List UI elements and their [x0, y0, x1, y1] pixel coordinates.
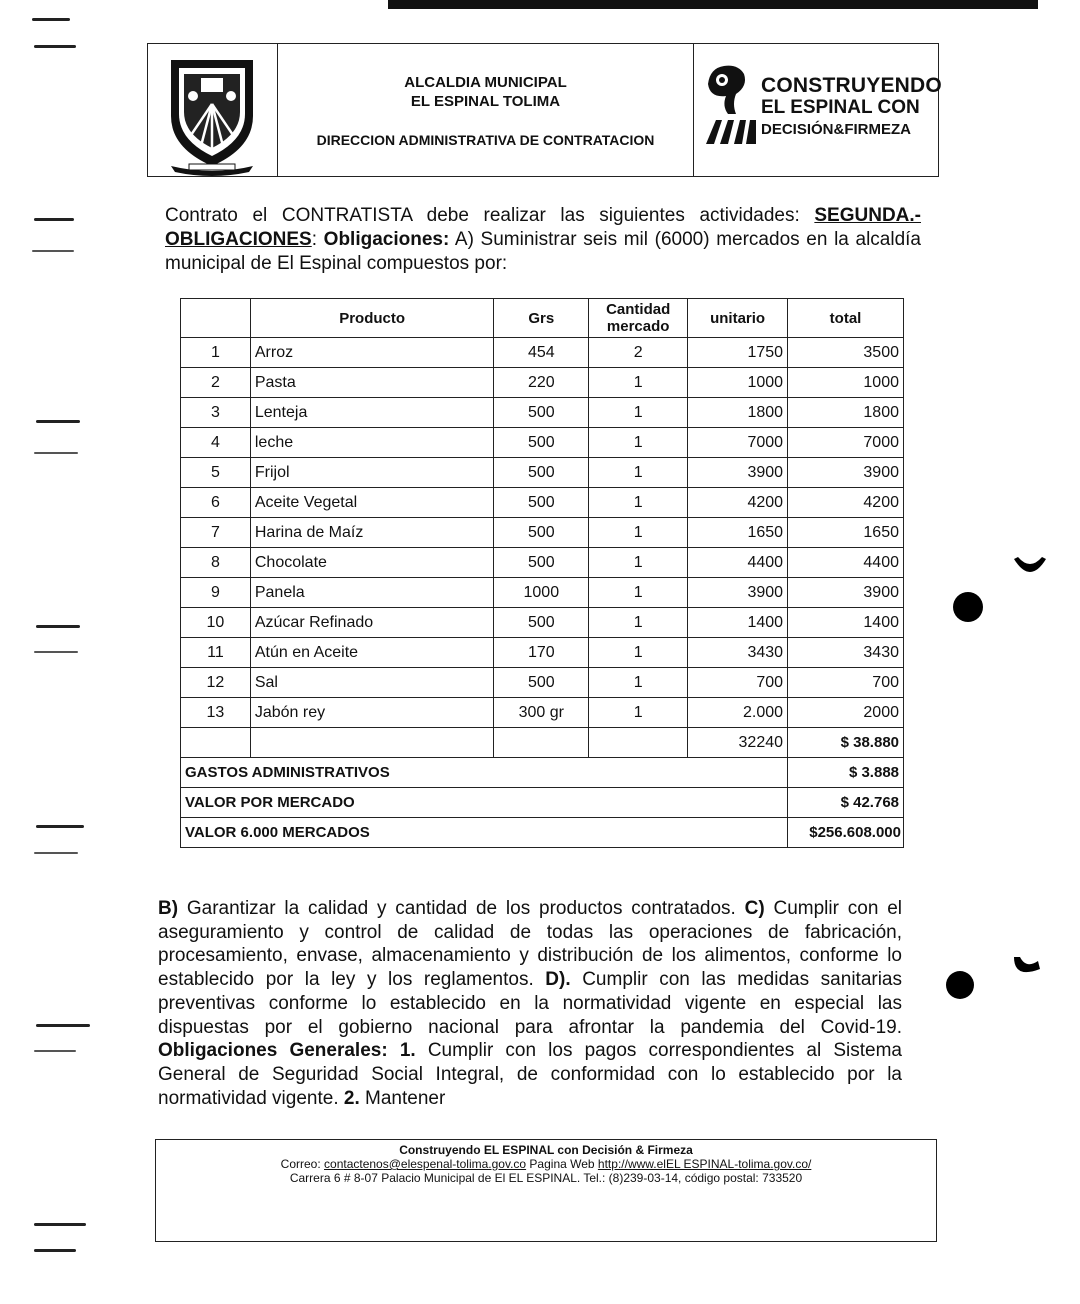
margin-mark — [36, 825, 84, 828]
table-cell-u: 1800 — [688, 398, 788, 428]
table-cell-g: 500 — [494, 488, 589, 518]
table-cell-g: 220 — [494, 368, 589, 398]
table-cell-t: 3430 — [788, 638, 904, 668]
table-cell-n: 13 — [181, 698, 251, 728]
clause-heading: SEGUNDA.- OBLIGACIONES — [165, 205, 921, 250]
sum-unitario: 32240 — [688, 728, 788, 758]
col-header-producto: Producto — [250, 299, 494, 338]
margin-mark — [34, 1223, 86, 1226]
margin-mark — [34, 45, 76, 48]
obligations-paragraph — [158, 897, 902, 1110]
document-footer — [155, 1139, 937, 1242]
general-item-2-label: 2. — [343, 1087, 360, 1109]
table-cell-t: 1800 — [788, 398, 904, 428]
table-row — [181, 608, 904, 638]
header-center — [278, 44, 694, 176]
table-cell-c: 1 — [589, 458, 688, 488]
table-cell-p: Jabón rey — [250, 698, 494, 728]
margin-mark — [34, 1249, 76, 1252]
table-cell-t: 1400 — [788, 608, 904, 638]
intro-text-5: A) Suministrar seis mil (6000) mercados en la alcaldía municipal de El Espinal compuestos por: — [165, 229, 921, 274]
table-row — [181, 398, 904, 428]
punch-hole-partial — [1012, 955, 1042, 979]
item-d-label: D). — [545, 969, 571, 991]
table-cell-u: 4400 — [688, 548, 788, 578]
table-cell-u: 3900 — [688, 458, 788, 488]
item-c-label: C) — [744, 898, 765, 919]
table-cell-p: Sal — [250, 668, 494, 698]
table-cell-g: 500 — [494, 518, 589, 548]
table-cell-t: 3500 — [788, 338, 904, 368]
brand-line-1: CONSTRUYENDO — [761, 74, 942, 97]
table-cell-u: 7000 — [688, 428, 788, 458]
table-cell-u: 3900 — [688, 578, 788, 608]
table-cell-g: 454 — [494, 338, 589, 368]
punch-hole — [946, 971, 974, 999]
table-cell-n: 12 — [181, 668, 251, 698]
table-cell-c: 1 — [589, 368, 688, 398]
brand-line-2: EL ESPINAL CON — [761, 97, 920, 118]
org-name: ALCALDIA MUNICIPAL — [404, 74, 567, 91]
table-row — [181, 698, 904, 728]
table-cell-p: Frijol — [250, 458, 494, 488]
col-header-grs: Grs — [494, 299, 589, 338]
table-cell-n: 1 — [181, 338, 251, 368]
table-cell-t: 3900 — [788, 458, 904, 488]
gastos-value: $ 3.888 — [788, 758, 904, 788]
item-b-text: Garantizar la calidad y cantidad de los productos contratados. — [178, 898, 745, 919]
table-cell-p: Aceite Vegetal — [250, 488, 494, 518]
col-header-total: total — [788, 299, 904, 338]
table-cell-c: 1 — [589, 668, 688, 698]
table-cell-u: 1400 — [688, 608, 788, 638]
top-scan-bar — [388, 0, 1038, 9]
table-cell-p: leche — [250, 428, 494, 458]
table-cell-n: 3 — [181, 398, 251, 428]
table-row — [181, 548, 904, 578]
municipal-shield-logo — [149, 46, 275, 176]
table-cell-c: 1 — [589, 608, 688, 638]
table-cell-n: 8 — [181, 548, 251, 578]
item-b-label: B) — [158, 898, 179, 919]
table-row — [181, 458, 904, 488]
table-cell-n: 11 — [181, 638, 251, 668]
table-cell-u: 2.000 — [688, 698, 788, 728]
table-cell-p: Chocolate — [250, 548, 494, 578]
valor-mercado-row — [181, 788, 904, 818]
punch-hole — [953, 592, 983, 622]
table-row — [181, 578, 904, 608]
margin-mark — [34, 852, 78, 854]
footer-address: Carrera 6 # 8-07 Palacio Municipal de El EL ESPINAL. Tel.: (8)239-03-14, código postal: 733520 — [289, 1171, 803, 1185]
table-cell-c: 1 — [589, 638, 688, 668]
table-cell-n: 4 — [181, 428, 251, 458]
table-cell-g: 500 — [494, 428, 589, 458]
footer-contact-line — [156, 1157, 936, 1171]
table-cell-p: Arroz — [250, 338, 494, 368]
table-cell — [250, 728, 494, 758]
table-cell-t: 4200 — [788, 488, 904, 518]
table-cell — [181, 728, 251, 758]
table-cell-t: 4400 — [788, 548, 904, 578]
table-cell-u: 1750 — [688, 338, 788, 368]
table-cell-u: 700 — [688, 668, 788, 698]
table-row — [181, 638, 904, 668]
margin-mark — [34, 452, 78, 454]
punch-hole-partial — [1012, 555, 1048, 577]
table-cell-t: 1000 — [788, 368, 904, 398]
valor-mercado-label: VALOR POR MERCADO — [181, 788, 788, 818]
table-cell-c: 1 — [589, 488, 688, 518]
table-cell-c: 1 — [589, 428, 688, 458]
email-link[interactable]: contactenos@elespenal-tolima.gov.co — [324, 1157, 527, 1171]
logo-cell — [148, 44, 278, 176]
brand-cell — [694, 44, 942, 176]
margin-mark — [32, 250, 74, 252]
sum-total: $ 38.880 — [788, 728, 904, 758]
table-cell — [589, 728, 688, 758]
table-cell-g: 500 — [494, 398, 589, 428]
general-item-1-text: Cumplir con los pagos correspondientes al Sistema General de Seguridad Social Integral, de conformidad con lo establecido por la normatividad vigente. — [158, 1040, 902, 1109]
item-c-text: Cumplir con el aseguramiento y control de calidad de todas las operaciones de fabricación, procesamiento, envase, almacenamiento y distribución de los alimentos, conforme lo establecido por la ley y los reglamentos. — [158, 898, 902, 991]
construyendo-emblem-icon — [702, 58, 758, 148]
general-obligations-label: Obligaciones Generales: 1. — [158, 1040, 416, 1062]
margin-mark — [36, 420, 80, 423]
sum-row — [181, 728, 904, 758]
table-cell-p: Panela — [250, 578, 494, 608]
margin-mark — [34, 218, 74, 221]
gastos-row — [181, 758, 904, 788]
valor-total-row — [181, 818, 904, 848]
web-label: Pagina Web — [526, 1157, 598, 1171]
table-cell-n: 7 — [181, 518, 251, 548]
margin-mark — [34, 1050, 76, 1052]
table-cell-t: 1650 — [788, 518, 904, 548]
table-cell-t: 3900 — [788, 578, 904, 608]
table-row — [181, 518, 904, 548]
gastos-label: GASTOS ADMINISTRATIVOS — [181, 758, 788, 788]
table-cell-u: 4200 — [688, 488, 788, 518]
valor-total-label: VALOR 6.000 MERCADOS — [181, 818, 788, 848]
org-location: EL ESPINAL TOLIMA — [410, 93, 561, 110]
table-row — [181, 368, 904, 398]
table-cell-g: 500 — [494, 668, 589, 698]
col-header-unitario: unitario — [688, 299, 788, 338]
table-cell-u: 1000 — [688, 368, 788, 398]
footer-slogan: Construyendo EL ESPINAL con Decisión & Firmeza — [399, 1143, 693, 1157]
table-cell-u: 3430 — [688, 638, 788, 668]
table-cell-n: 6 — [181, 488, 251, 518]
valor-mercado-value: $ 42.768 — [788, 788, 904, 818]
email-label: Correo: — [280, 1157, 325, 1171]
table-cell-c: 1 — [589, 398, 688, 428]
table-cell-c: 1 — [589, 518, 688, 548]
table-cell-g: 170 — [494, 638, 589, 668]
department-name: DIRECCION ADMINISTRATIVA DE CONTRATACION — [316, 132, 655, 148]
table-cell-g: 500 — [494, 548, 589, 578]
table-cell-n: 9 — [181, 578, 251, 608]
margin-mark — [32, 18, 70, 21]
margin-mark — [34, 651, 78, 653]
table-cell-n: 5 — [181, 458, 251, 488]
table-row — [181, 488, 904, 518]
table-cell-p: Lenteja — [250, 398, 494, 428]
intro-text-1: Contrato el CONTRATISTA debe realizar las siguientes actividades: — [165, 205, 815, 226]
table-cell-c: 1 — [589, 578, 688, 608]
table-cell-n: 10 — [181, 608, 251, 638]
table-cell-c: 2 — [589, 338, 688, 368]
table-row — [181, 668, 904, 698]
margin-mark — [36, 1024, 90, 1027]
obligations-label: Obligaciones: — [323, 229, 450, 250]
table-cell-t: 7000 — [788, 428, 904, 458]
intro-paragraph — [165, 204, 921, 276]
table-cell-p: Harina de Maíz — [250, 518, 494, 548]
table-row — [181, 428, 904, 458]
table-cell-p: Azúcar Refinado — [250, 608, 494, 638]
table-cell-c: 1 — [589, 548, 688, 578]
intro-text-3: : — [311, 229, 324, 250]
table-cell-n: 2 — [181, 368, 251, 398]
margin-mark — [36, 625, 80, 628]
table-cell-g: 300 gr — [494, 698, 589, 728]
table-cell — [494, 728, 589, 758]
table-cell-c: 1 — [589, 698, 688, 728]
table-header-row — [181, 299, 904, 338]
document-header — [147, 43, 942, 177]
table-cell-t: 2000 — [788, 698, 904, 728]
table-cell-u: 1650 — [688, 518, 788, 548]
website-link[interactable]: http://www.elEL ESPINAL-tolima.gov.co/ — [597, 1157, 812, 1171]
table-cell-g: 500 — [494, 608, 589, 638]
general-item-2-text: Mantener — [359, 1087, 446, 1109]
table-cell-p: Pasta — [250, 368, 494, 398]
products-table — [180, 298, 904, 848]
brand-line-3: DECISIÓN&FIRMEZA — [761, 121, 911, 138]
col-header-num — [181, 299, 251, 338]
col-header-cantidad: Cantidad mercado — [589, 299, 688, 338]
valor-total-value: $256.608.000 — [788, 818, 904, 848]
table-cell-p: Atún en Aceite — [250, 638, 494, 668]
table-cell-g: 500 — [494, 458, 589, 488]
table-cell-t: 700 — [788, 668, 904, 698]
item-d-text: Cumplir con las medidas sanitarias preventivas conforme lo establecido en la normatividad vigente en especial las dispuestas por el gobierno nacional para afrontar la pandemia del Covid-19. — [158, 969, 902, 1038]
table-cell-g: 1000 — [494, 578, 589, 608]
table-row — [181, 338, 904, 368]
